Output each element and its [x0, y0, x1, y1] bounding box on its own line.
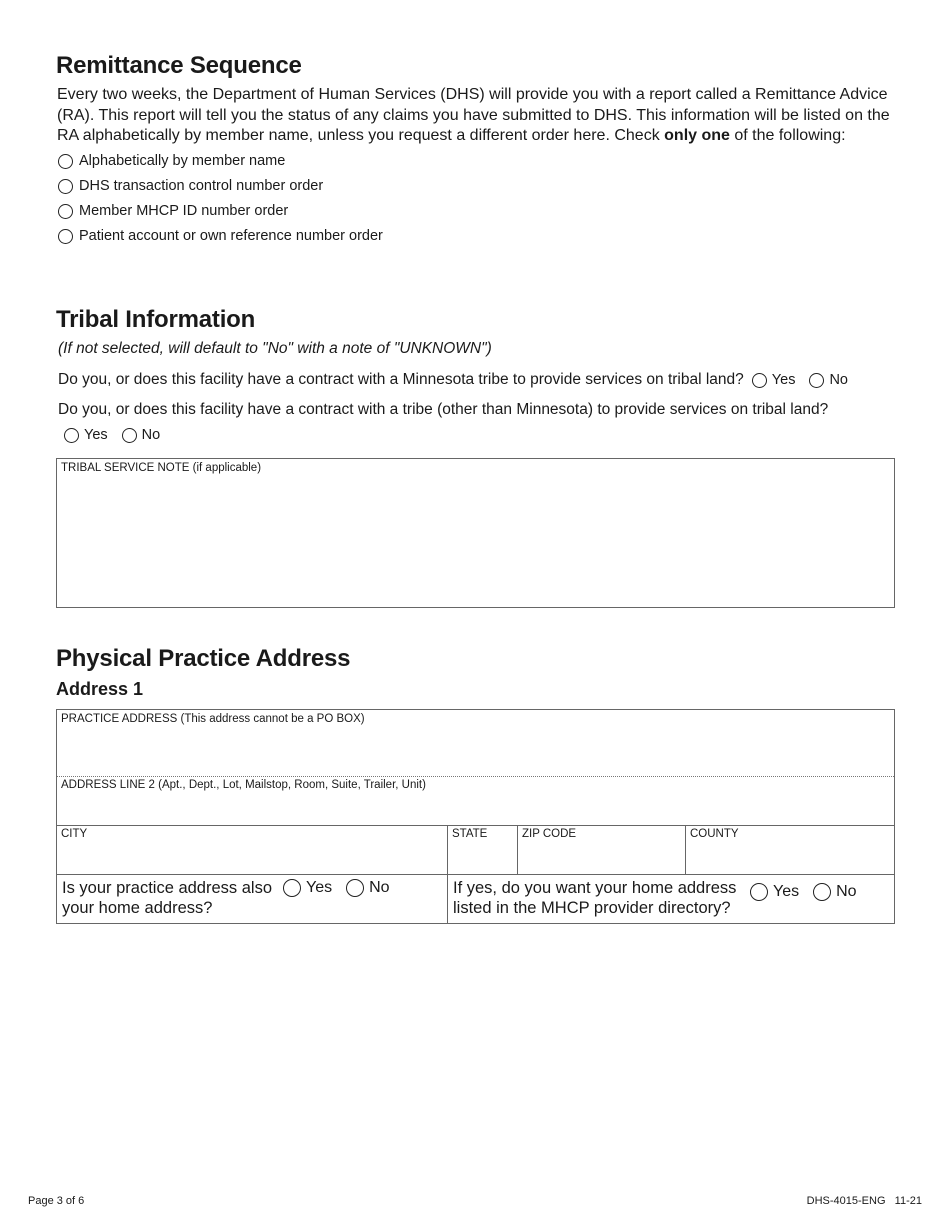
- address-subheading: Address 1: [56, 679, 144, 699]
- city-field[interactable]: [57, 825, 448, 875]
- radio-q2-yes[interactable]: [64, 428, 79, 443]
- county-input[interactable]: [689, 845, 891, 871]
- yes-label: Yes: [771, 372, 796, 388]
- state-label: STATE: [452, 828, 488, 840]
- home-address-question: Is your practice address also your home address?: [62, 879, 273, 917]
- radio-q1-no[interactable]: [809, 373, 824, 388]
- address-line2-input[interactable]: [60, 796, 891, 822]
- tribal-heading: Tribal Information: [56, 306, 256, 333]
- directory-no[interactable]: [813, 883, 856, 901]
- zip-input[interactable]: [521, 845, 682, 871]
- radio-directory-yes[interactable]: [750, 883, 768, 901]
- remittance-option-label: DHS transaction control number order: [79, 178, 324, 194]
- county-field[interactable]: [686, 825, 894, 875]
- page-number: Page 3 of 6: [28, 1195, 85, 1207]
- radio-member-id[interactable]: [58, 204, 73, 219]
- state-field[interactable]: [448, 825, 518, 875]
- radio-alphabetical[interactable]: [58, 154, 73, 169]
- tribal-q2-yes[interactable]: [64, 427, 108, 443]
- radio-directory-no[interactable]: [813, 883, 831, 901]
- remittance-option-patient-account[interactable]: [58, 228, 383, 244]
- no-label: No: [369, 879, 390, 896]
- address-line2-label: ADDRESS LINE 2 (Apt., Dept., Lot, Mailstop, Room, Suite, Trailer, Unit): [61, 779, 426, 791]
- home-address-no[interactable]: [346, 879, 389, 897]
- tribal-q1-yes[interactable]: [752, 372, 796, 388]
- form-id: DHS-4015-ENG 11-21: [806, 1195, 922, 1207]
- remittance-option-label: Alphabetically by member name: [79, 153, 286, 169]
- remittance-heading: Remittance Sequence: [56, 52, 302, 79]
- practice-address-field[interactable]: [57, 710, 894, 777]
- zip-field[interactable]: [518, 825, 686, 875]
- state-input[interactable]: [451, 845, 514, 871]
- city-input[interactable]: [60, 845, 444, 871]
- home-address-cell: [57, 875, 448, 923]
- no-label: No: [836, 883, 857, 900]
- tribal-q1-text: Do you, or does this facility have a contract with a Minnesota tribe to provide services on tribal land?: [58, 371, 744, 388]
- remittance-option-alphabetical[interactable]: [58, 153, 285, 169]
- radio-home-no[interactable]: [346, 879, 364, 897]
- no-label: No: [141, 427, 161, 443]
- address-line2-field[interactable]: [57, 776, 894, 826]
- radio-q2-no[interactable]: [122, 428, 137, 443]
- home-address-options: [283, 879, 390, 897]
- directory-question: If yes, do you want your home address listed in the MHCP provider directory?: [453, 879, 737, 917]
- no-label: No: [829, 372, 848, 388]
- practice-address-label: PRACTICE ADDRESS (This address cannot be a PO BOX): [61, 713, 365, 725]
- practice-address-input[interactable]: [60, 730, 891, 773]
- radio-transaction[interactable]: [58, 179, 73, 194]
- tribal-q2-no[interactable]: [122, 427, 161, 443]
- county-label: COUNTY: [690, 828, 739, 840]
- tribal-service-note-input[interactable]: [60, 479, 891, 604]
- remittance-intro-text-1: Every two weeks, the Department of Human Services (DHS) will provide you with a report called a Remittance Advice (RA). This report will tell you the status of any claims you have submitted to DHS. This information will be listed on the RA alphabetically by member name, unless you request a different order here. Check: [57, 86, 890, 144]
- address-heading: Physical Practice Address: [56, 645, 351, 672]
- radio-patient-account[interactable]: [58, 229, 73, 244]
- tribal-q1-row: [58, 371, 848, 389]
- yes-label: Yes: [84, 427, 108, 443]
- remittance-option-transaction[interactable]: [58, 178, 323, 194]
- tribal-q2-options: [64, 427, 160, 443]
- zip-label: ZIP CODE: [522, 828, 577, 840]
- directory-options: [750, 883, 857, 901]
- radio-home-yes[interactable]: [283, 879, 301, 897]
- yes-label: Yes: [773, 883, 800, 900]
- remittance-option-label: Patient account or own reference number order: [79, 228, 383, 244]
- remittance-intro-text-2: of the following:: [729, 127, 846, 144]
- radio-q1-yes[interactable]: [752, 373, 767, 388]
- remittance-intro: [57, 85, 897, 147]
- remittance-option-label: Member MHCP ID number order: [79, 203, 289, 219]
- remittance-option-member-id[interactable]: [58, 203, 288, 219]
- tribal-service-note-label: TRIBAL SERVICE NOTE (if applicable): [61, 462, 262, 474]
- remittance-intro-bold: only one: [664, 127, 730, 144]
- directory-cell: [448, 875, 894, 923]
- address-grid: [56, 709, 895, 924]
- tribal-default-note: (If not selected, will default to "No" with a note of "UNKNOWN"): [58, 340, 492, 357]
- yes-label: Yes: [306, 879, 333, 896]
- tribal-q1-no[interactable]: [809, 372, 848, 388]
- tribal-service-note-field[interactable]: [56, 458, 895, 608]
- city-label: CITY: [61, 828, 88, 840]
- home-address-yes[interactable]: [283, 879, 332, 897]
- tribal-q2-text: Do you, or does this facility have a contract with a tribe (other than Minnesota) to provide services on tribal land?: [58, 401, 829, 418]
- directory-yes[interactable]: [750, 883, 799, 901]
